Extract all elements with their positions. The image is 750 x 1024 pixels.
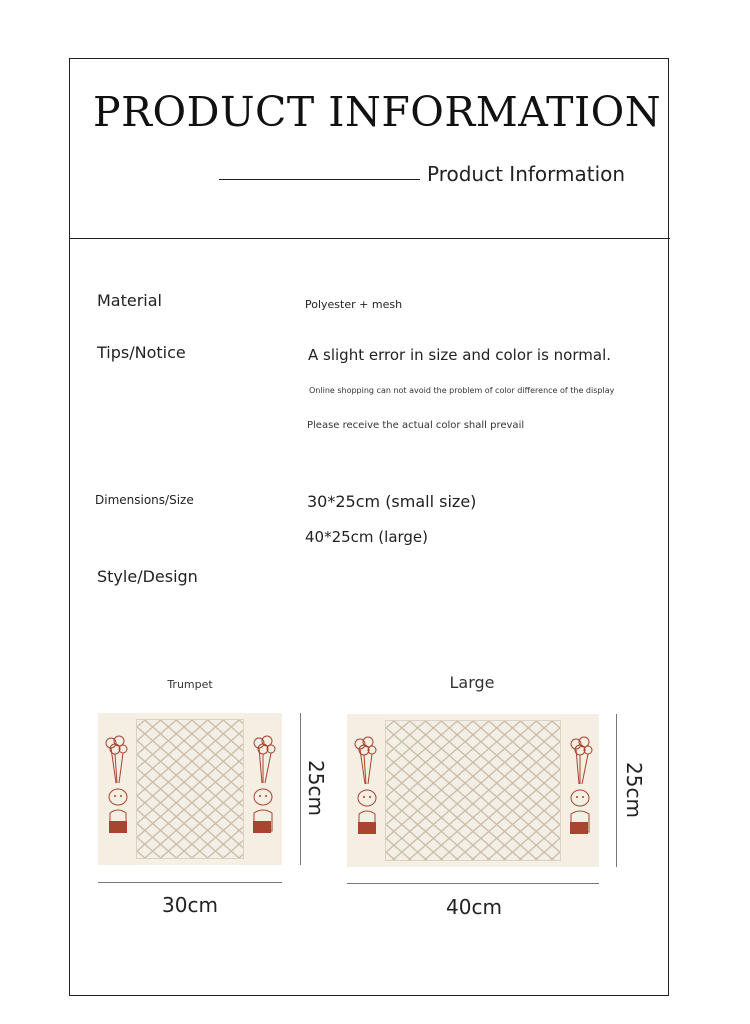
size-small-value: 30*25cm (small size)	[307, 492, 477, 511]
small-mesh-net	[136, 719, 244, 859]
large-mesh-net	[385, 720, 561, 861]
large-product-caption: Large	[449, 673, 495, 692]
balloon-cow-icon	[347, 714, 385, 867]
small-product-image	[98, 713, 282, 865]
large-width-line	[347, 883, 599, 884]
small-product-caption: Trumpet	[167, 678, 213, 691]
large-width-label: 40cm	[446, 895, 502, 919]
material-label: Material	[97, 291, 162, 310]
balloon-cow-icon	[561, 714, 599, 867]
dimensions-label: Dimensions/Size	[95, 493, 194, 507]
large-product-image	[347, 714, 599, 867]
style-label: Style/Design	[97, 567, 198, 586]
balloon-cow-icon	[244, 713, 282, 865]
small-right-panel	[244, 713, 282, 865]
tips-line-2: Online shopping can not avoid the problem of color difference of the display	[309, 386, 615, 395]
header-divider	[69, 238, 670, 239]
page-subtitle: Product Information	[427, 162, 626, 186]
large-height-label: 25cm	[622, 762, 646, 818]
material-value: Polyester + mesh	[305, 298, 403, 311]
tips-line-3: Please receive the actual color shall prevail	[307, 420, 525, 431]
subtitle-rule	[219, 179, 420, 180]
small-left-panel	[98, 713, 136, 865]
tips-line-1: A slight error in size and color is normal.	[308, 346, 612, 364]
small-width-label: 30cm	[162, 893, 218, 917]
size-large-value: 40*25cm (large)	[305, 528, 429, 546]
small-height-label: 25cm	[304, 760, 328, 816]
balloon-cow-icon	[98, 713, 136, 865]
small-width-line	[98, 882, 282, 883]
large-left-panel	[347, 714, 385, 867]
tips-label: Tips/Notice	[97, 343, 186, 362]
page-title: PRODUCT INFORMATION	[93, 88, 662, 136]
large-right-panel	[561, 714, 599, 867]
large-height-line	[616, 714, 617, 867]
small-height-line	[300, 713, 301, 865]
